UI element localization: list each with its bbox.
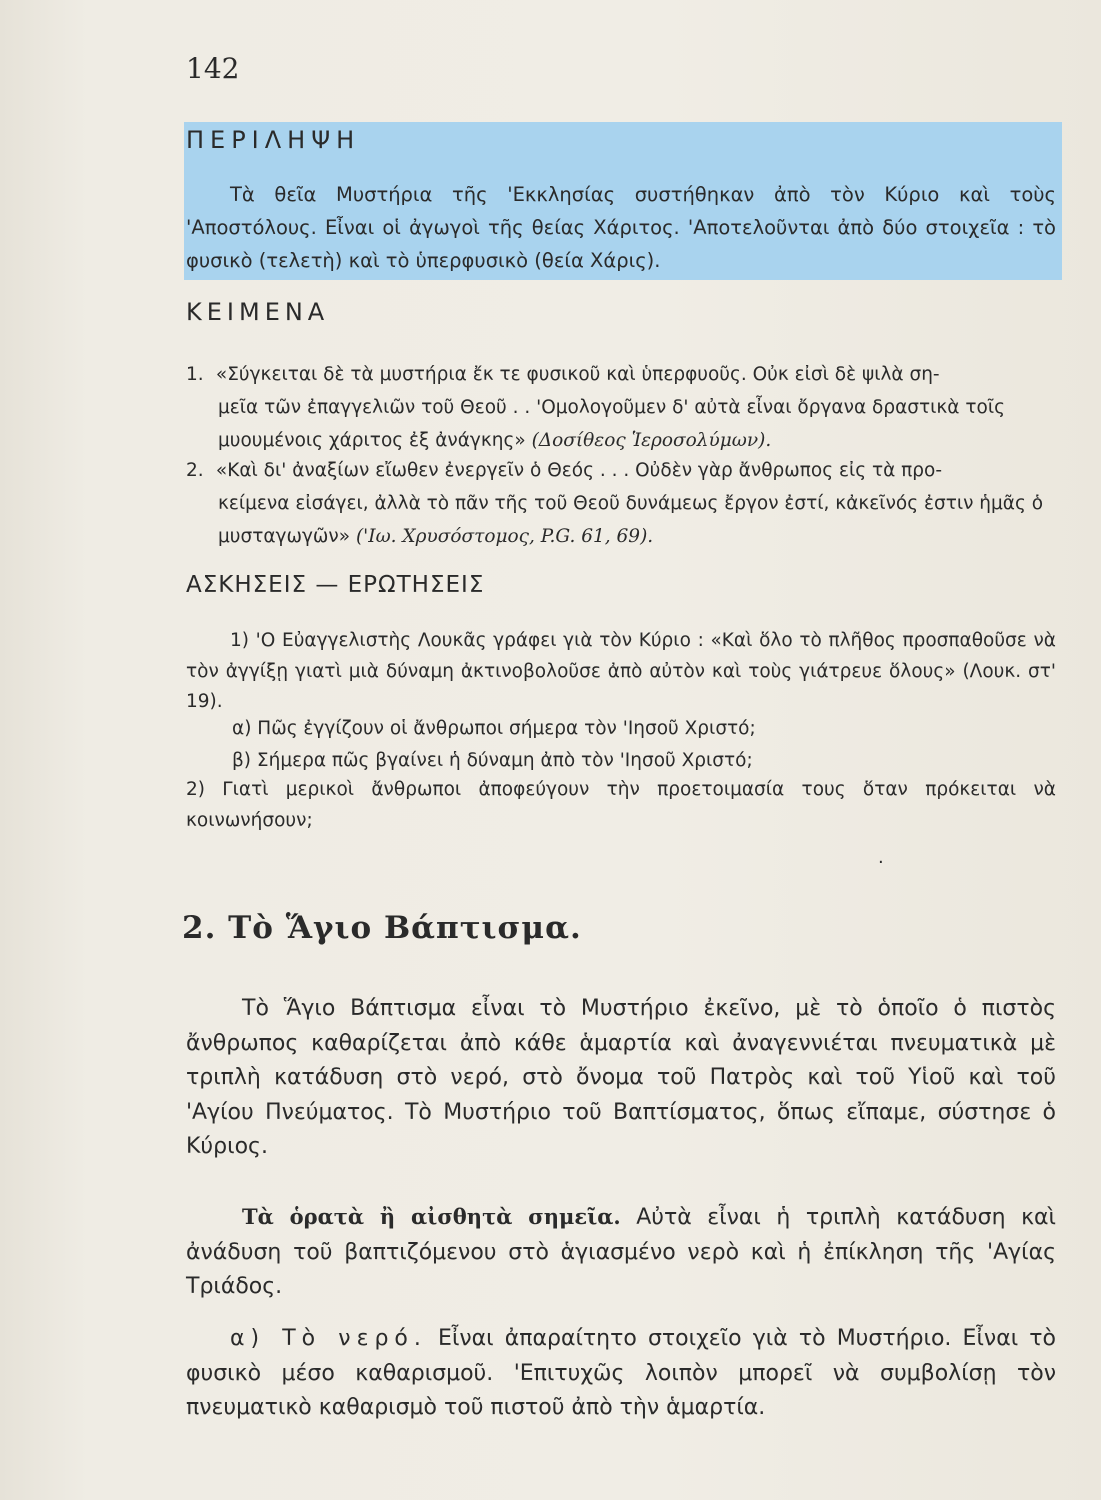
exercise-question-2: 2) Γιατὶ μερικοὶ ἄνθρωποι ἀποφεύγουν τὴν προετοιμασία τους ὅταν πρόκειται νὰ κοινωνήσουν;	[186, 779, 1056, 831]
quote-number: 1.	[186, 364, 204, 385]
quote-text: κείμενα εἰσάγει, ἀλλὰ τὸ πᾶν τῆς τοῦ Θεοῦ δυνάμεως ἔργον ἐστί, κἀκεῖνός ἐστιν ἡμᾶς ὁ μυσταγωγῶν»	[218, 493, 1044, 547]
exercises-heading: ΑΣΚΗΣΕΙΣ — ΕΡΩΤΗΣΕΙΣ	[186, 572, 485, 598]
quote-continuation	[186, 391, 1056, 457]
summary-text: Τὰ θεῖα Μυστήρια τῆς 'Εκκλησίας συστήθηκαν ἀπὸ τὸν Κύριο καὶ τοὺς 'Αποστόλους. Εἶναι οἱ ἀγωγοὶ τῆς θείας Χάριτος. 'Αποτελοῦνται ἀπὸ δύο στοιχεῖα : τὸ φυσικὸ (τελετὴ) καὶ τὸ ὑπερφυσικὸ (θεία Χάρις).	[186, 183, 1056, 272]
quote-text: μεῖα τῶν ἐπαγγελιῶν τοῦ Θεοῦ . . 'Ομολογοῦμεν δ' αὐτὰ εἶναι ὄργανα δραστικὰ τοῖς μυουμένοις χάριτος ἐξ ἀνάγκης»	[218, 397, 1005, 451]
paragraph-lead: Τὰ ὁρατὰ ἢ αἰσθητὰ σημεῖα.	[242, 1204, 621, 1229]
quote-item	[186, 358, 1056, 457]
paragraph-body: Εἶναι ἀπαραίτητο στοιχεῖο γιὰ τὸ Μυστήριο. Εἶναι τὸ φυσικὸ μέσο καθαρισμοῦ. 'Επιτυχῶς λοιπὸν μπορεῖ νὰ συμβολίσῃ τὸν πνευματικὸ καθαρισμὸ τοῦ πιστοῦ ἀπὸ τὴν ἁμαρτία.	[186, 1326, 1056, 1420]
paragraph-lead: α) Τὸ νερό.	[230, 1326, 427, 1351]
paragraph-water	[186, 1322, 1056, 1426]
quote-first-line: «Σύγκειται δὲ τὰ μυστήρια ἔκ τε φυσικοῦ καὶ ὑπερφυοῦς. Οὐκ εἰσὶ δὲ ψιλὰ ση-	[215, 364, 940, 385]
quote-continuation	[186, 487, 1056, 553]
quote-citation: (Δοσίθεος Ἱεροσολύμων).	[531, 430, 772, 451]
stray-dot: ·	[878, 852, 884, 873]
paragraph-intro: Τὸ Ἅγιο Βάπτισμα εἶναι τὸ Μυστήριο ἐκεῖνο, μὲ τὸ ὁποῖο ὁ πιστὸς ἄνθρωπος καθαρίζεται ἀπὸ κάθε ἁμαρτία καὶ ἀναγεννιέται πνευματικὰ μὲ τριπλὴ κατάδυση στὸ νερό, στὸ ὄνομα τοῦ Πατρὸς καὶ τοῦ Υἱοῦ καὶ τοῦ 'Αγίου Πνεύματος. Τὸ Μυστήριο τοῦ Βαπτίσματος, ὅπως εἴπαμε, σύστησε ὁ Κύριος.	[186, 996, 1056, 1159]
paragraph-visible-signs	[186, 1200, 1056, 1305]
quote-citation: ('Ιω. Χρυσόστομος, P.G. 61, 69).	[355, 526, 654, 547]
exercise-question-1a: α) Πῶς ἐγγίζουν οἱ ἄνθρωποι σήμερα τὸν 'Ιησοῦ Χριστό;	[232, 718, 756, 739]
quote-number: 2.	[186, 460, 204, 481]
exercise-question-1b: β) Σήμερα πῶς βγαίνει ἡ δύναμη ἀπὸ τὸν 'Ιησοῦ Χριστό;	[232, 750, 753, 771]
quote-first-line: «Καὶ δι' ἀναξίων εἴωθεν ἐνεργεῖν ὁ Θεός . . . Οὐδὲν γὰρ ἄνθρωπος εἰς τὰ προ-	[215, 460, 943, 481]
chapter-title: 2. Τὸ Ἅγιο Βάπτισμα.	[182, 910, 582, 946]
texts-heading: ΚΕΙΜΕΝΑ	[186, 298, 330, 326]
exercise-question-1: 1) 'Ο Εὐαγγελιστὴς Λουκᾶς γράφει γιὰ τὸν Κύριο : «Καὶ ὅλο τὸ πλῆθος προσπαθοῦσε νὰ τὸν ἀγγίξῃ γιατὶ μιὰ δύναμη ἀκτινοβολοῦσε ἀπὸ αὐτὸν καὶ τοὺς γιάτρευε ὅλους» (Λουκ. στ' 19).	[186, 630, 1056, 712]
summary-heading: ΠΕΡΙΛΗΨΗ	[186, 126, 361, 154]
quote-item	[186, 454, 1056, 553]
page-number: 142	[186, 52, 240, 85]
paragraph-body: Αὐτὰ εἶναι ἡ τριπλὴ κατάδυση καὶ ἀνάδυση τοῦ βαπτιζόμενου στὸ ἁγιασμένο νερὸ καὶ ἡ ἐπίκληση τῆς 'Αγίας Τριάδος.	[186, 1205, 1056, 1299]
